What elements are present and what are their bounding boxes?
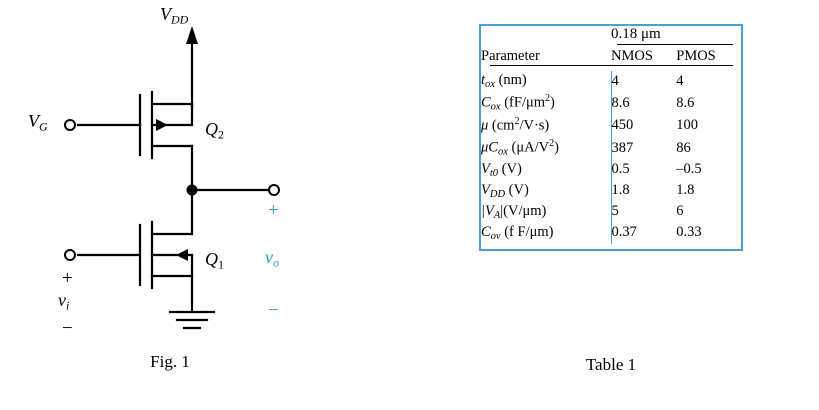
cell-nmos-tox: 4 (611, 71, 676, 92)
table-row (481, 71, 741, 92)
label-vdd: $V_{DD}$ (160, 4, 189, 27)
table-row (481, 160, 741, 181)
vi-terminal (65, 250, 75, 260)
label-q1: $Q_1$ (205, 249, 224, 272)
row-label-vt0: $V_{t0}$ (V) (481, 160, 522, 179)
cell-pmos-vt0: –0.5 (676, 161, 702, 178)
table-row (481, 137, 741, 160)
label-vo-minus: − (268, 300, 279, 321)
cell-nmos-cov: 0.37 (611, 223, 676, 244)
cell-pmos-va: 6 (676, 203, 684, 220)
cell-nmos-mu: 450 (611, 115, 676, 138)
figure-caption: Fig. 1 (150, 352, 190, 371)
cell-nmos-va: 5 (611, 202, 676, 223)
cell-nmos-cox: 8.6 (611, 92, 676, 115)
label-vi-plus: + (62, 268, 73, 289)
vo-terminal (269, 185, 279, 195)
row-label-cox: $C_{ox}$ $(fF/\mu m^2)$ (481, 93, 555, 113)
cell-nmos-mucox: 387 (611, 137, 676, 160)
table-caption: Table 1 (585, 355, 637, 374)
column-header-pmos: PMOS (676, 48, 716, 64)
parameter-table (479, 24, 743, 251)
q2-arrow-icon (156, 119, 168, 131)
cell-pmos-tox: 4 (676, 72, 684, 89)
cell-pmos-cox: 8.6 (676, 94, 695, 111)
row-label-tox: $t_{ox}$ (nm) (481, 72, 527, 91)
vg-terminal (65, 120, 75, 130)
row-label-vdd: $V_{DD}$ (V) (481, 181, 529, 200)
vdd-arrow-icon (186, 26, 198, 44)
cell-pmos-mu: 100 (676, 117, 698, 134)
table-row (481, 181, 741, 202)
technology-rule (617, 44, 733, 45)
table-row (481, 202, 741, 223)
row-label-va: $|V_A|(V/\mu m)$ (481, 202, 547, 221)
cell-pmos-vdd: 1.8 (676, 182, 695, 199)
cell-pmos-cov: 0.33 (676, 224, 702, 241)
label-vo: $v_o$ (265, 247, 279, 270)
column-header-nmos: NMOS (611, 48, 653, 64)
cell-pmos-mucox: 86 (676, 139, 691, 156)
column-header-parameter: Parameter (481, 48, 540, 64)
table-row (481, 115, 741, 138)
table-row (481, 223, 741, 244)
row-label-mu: μ $(cm^2/V\cdot s)$ (481, 115, 550, 133)
row-label-mucox: $\mu C_{ox}$ $(\mu A/V^2)$ (481, 138, 559, 158)
q1-arrow-icon (176, 249, 188, 261)
cell-nmos-vt0: 0.5 (611, 160, 676, 181)
label-vi: $v_i$ (58, 290, 70, 313)
cell-nmos-vdd: 1.8 (611, 181, 676, 202)
row-label-cov: $C_{ov}$ (f F/μm) (481, 223, 554, 242)
table-row (481, 92, 741, 115)
technology-node-header: 0.18 μm (611, 26, 661, 42)
label-vo-plus: + (268, 200, 279, 221)
label-vi-minus: − (62, 318, 73, 339)
label-q2: $Q_2$ (205, 119, 224, 142)
label-vg: $V_G$ (28, 111, 48, 134)
